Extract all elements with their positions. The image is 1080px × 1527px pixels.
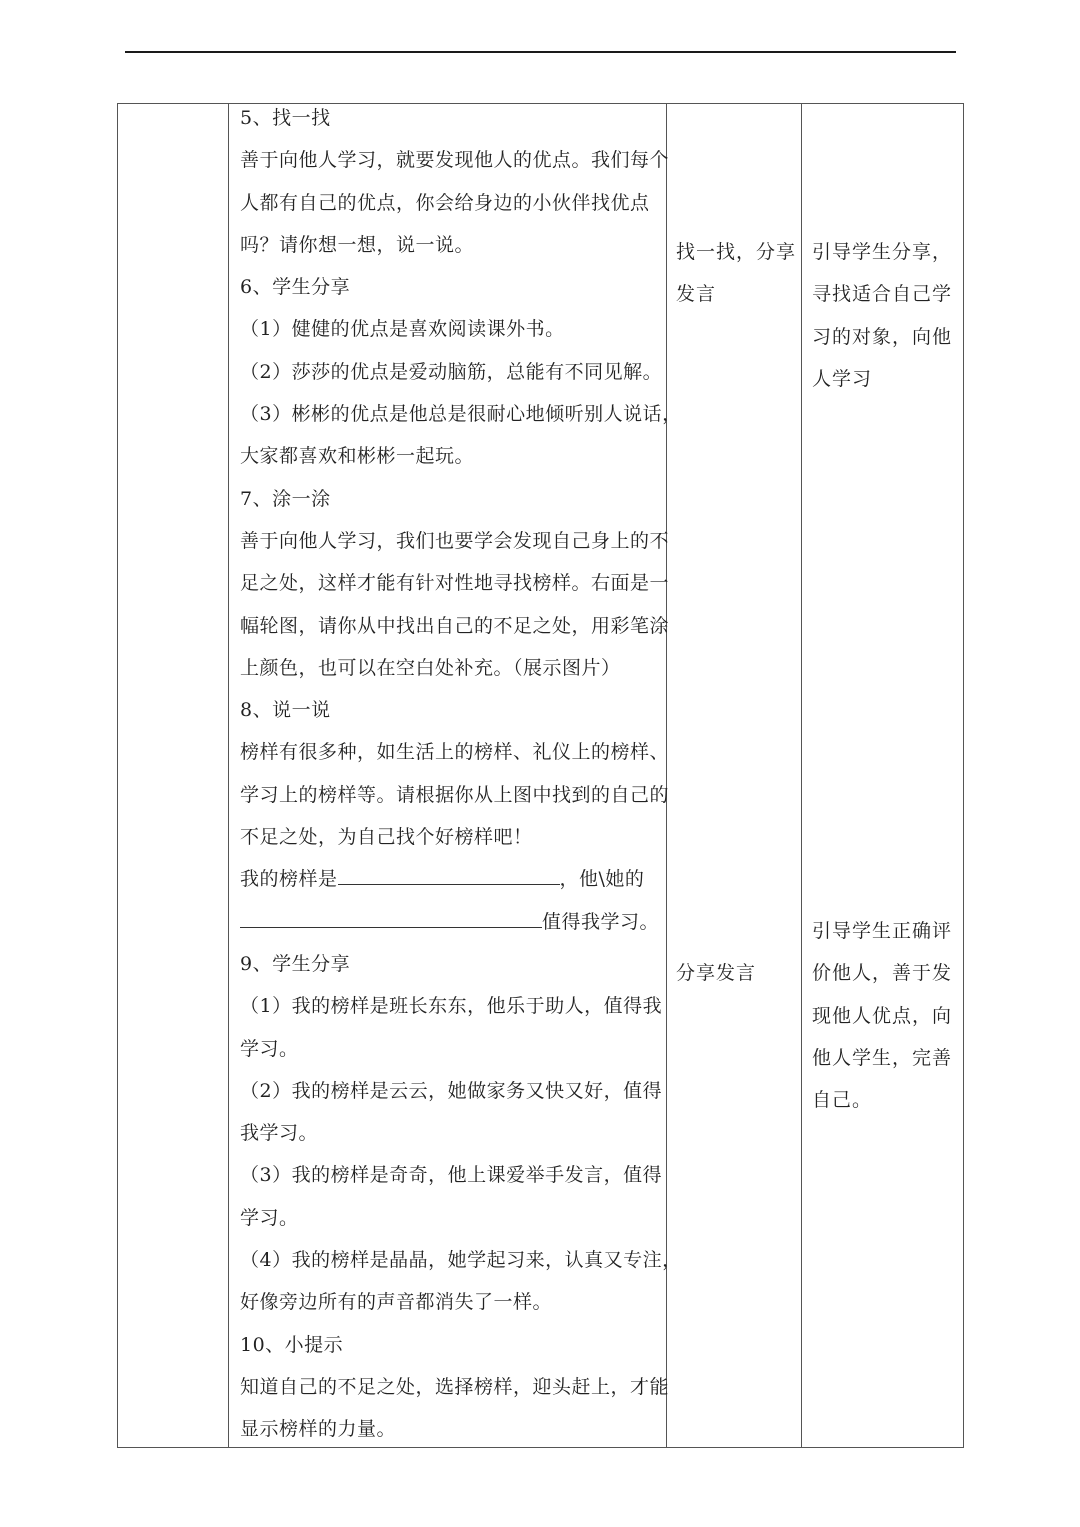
activity-line: 学习。 [240, 1037, 299, 1060]
student-activity-2 [676, 952, 756, 994]
activity-line: 人都有自己的优点，你会给身边的小伙伴找优点 [240, 191, 650, 214]
student-activity-line: 找一找，分享 [676, 241, 797, 263]
fill-in-blank-2 [240, 909, 542, 928]
activity-line: 8、说一说 [240, 699, 331, 722]
activity-line: 榜样有很多种，如生活上的榜样、礼仪上的榜样、 [240, 741, 670, 764]
activity-line: 善于向他人学习，就要发现他人的优点。我们每个 [240, 149, 670, 172]
activity-line: 不足之处，为自己找个好榜样吧！ [240, 826, 533, 849]
header-rule [125, 51, 956, 53]
table-divider-1 [228, 103, 229, 1448]
activity-line: 6、学生分享 [240, 276, 351, 299]
design-intent-line: 引导学生分享， [812, 241, 953, 263]
design-intent-line: 价他人，善于发 [812, 962, 953, 985]
activity-line: （1）我的榜样是班长东东，他乐于助人，值得我 [240, 995, 663, 1018]
design-intent-2 [812, 910, 952, 1121]
design-intent-line: 他人学生，完善 [812, 1046, 953, 1069]
activity-line: （3）彬彬的优点是他总是很耐心地倾听别人说话， [240, 403, 682, 426]
fill-in-suffix-2: 值得我学习。 [542, 910, 660, 933]
activity-line: 学习。 [240, 1206, 299, 1229]
design-intent-line: 习的对象，向他 [812, 325, 953, 348]
design-intent-line: 寻找适合自己学 [812, 283, 953, 306]
activity-line: 足之处，这样才能有针对性地寻找榜样。右面是一 [240, 572, 670, 595]
student-activity-1 [676, 231, 796, 316]
fill-in-line-1 [240, 858, 662, 900]
activity-line: 9、学生分享 [240, 952, 351, 975]
activity-line: 上颜色，也可以在空白处补充。（展示图片） [240, 656, 621, 679]
table-divider-3 [801, 103, 802, 1448]
fill-in-prefix: 我的榜样是 [240, 868, 338, 891]
activity-line: 显示榜样的力量。 [240, 1418, 397, 1441]
design-intent-1 [812, 231, 952, 400]
activity-line: 大家都喜欢和彬彬一起玩。 [240, 445, 475, 468]
activity-line: 善于向他人学习，我们也要学会发现自己身上的不 [240, 529, 670, 552]
activity-line: （4）我的榜样是晶晶，她学起习来，认真又专注， [240, 1249, 682, 1272]
teaching-process-cell [240, 97, 682, 1451]
fill-in-suffix-1: ，他\她的 [559, 868, 645, 891]
fill-in-line-2 [240, 901, 662, 943]
student-activity-line: 分享发言 [676, 962, 757, 984]
design-intent-line: 自己。 [812, 1089, 873, 1112]
table-divider-2 [666, 103, 667, 1448]
activity-line: 我学习。 [240, 1122, 319, 1145]
activity-line: （1）健健的优点是喜欢阅读课外书。 [240, 318, 565, 341]
student-activity-line: 发言 [676, 283, 717, 306]
activity-line: 吗？请你想一想，说一说。 [240, 233, 475, 256]
activity-line: 知道自己的不足之处，选择榜样，迎头赶上，才能 [240, 1375, 670, 1398]
activity-line: 学习上的榜样等。请根据你从上图中找到的自己的 [240, 783, 670, 806]
activity-line: 7、涂一涂 [240, 487, 331, 510]
activity-line: 5、找一找 [240, 107, 331, 129]
activity-line: （2）莎莎的优点是爱动脑筋，总能有不同见解。 [240, 360, 663, 383]
fill-in-blank-1 [338, 866, 560, 885]
activity-line: 10、小提示 [240, 1333, 344, 1356]
design-intent-line: 现他人优点，向 [812, 1004, 953, 1027]
activity-line: 好像旁边所有的声音都消失了一样。 [240, 1291, 553, 1314]
activity-line: （2）我的榜样是云云，她做家务又快又好，值得 [240, 1079, 663, 1102]
design-intent-line: 人学习 [812, 367, 873, 390]
design-intent-line: 引导学生正确评 [812, 920, 953, 942]
activity-line: （3）我的榜样是奇奇，他上课爱举手发言，值得 [240, 1164, 663, 1187]
activity-line: 幅轮图，请你从中找出自己的不足之处，用彩笔涂 [240, 614, 670, 637]
